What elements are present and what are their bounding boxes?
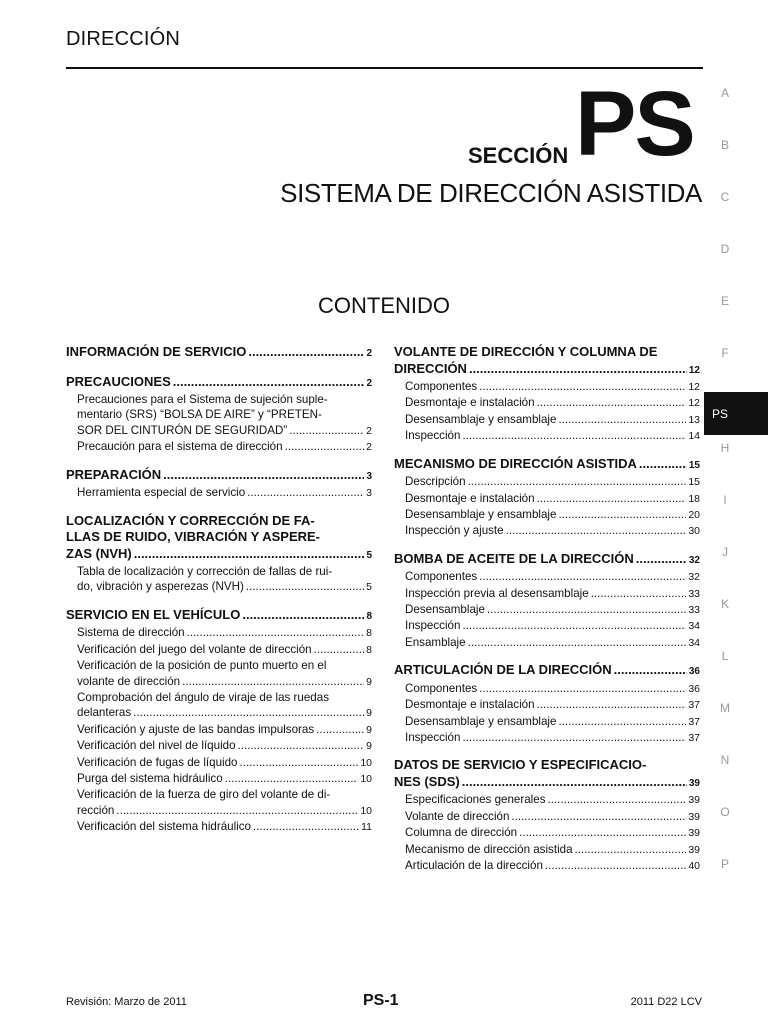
page-number: 15 (688, 476, 700, 489)
toc-item[interactable] (66, 658, 372, 690)
page-number: 13 (688, 413, 700, 426)
toc-item-line (405, 379, 700, 395)
toc-item[interactable] (394, 842, 700, 858)
toc-item[interactable] (394, 697, 700, 713)
page-number: 36 (688, 682, 700, 695)
toc-item-text: Purga del sistema hidráulico (77, 772, 223, 785)
toc-heading-text: DIRECCIÓN (394, 360, 467, 376)
section-index-tabs (704, 80, 768, 903)
toc-item-text: Desensamblaje y ensamblaje (405, 714, 557, 728)
toc-item-line (77, 705, 372, 721)
toc-item[interactable] (394, 714, 700, 730)
toc-item-text: Verificación y ajuste de las bandas impulsoras (77, 722, 315, 736)
leader-dots (462, 730, 686, 745)
toc-item-line (405, 507, 700, 523)
toc-item-text: rección (77, 803, 115, 817)
page-number: 34 (688, 620, 700, 633)
toc-item[interactable] (394, 792, 700, 808)
leader-dots (558, 507, 686, 522)
leader-dots (479, 379, 686, 394)
page-number: 36 (688, 666, 700, 678)
toc-item-text: Componentes (405, 380, 478, 393)
leader-dots (225, 771, 359, 786)
toc-item-text: delanteras (77, 706, 132, 720)
side-tab-i[interactable]: I (723, 493, 727, 507)
toc-item-text: Comprobación del ángulo de viraje de las ruedas (77, 690, 329, 704)
leader-dots (289, 423, 364, 438)
toc-heading[interactable] (66, 374, 372, 393)
page-number: 33 (688, 587, 700, 600)
toc-item-line (405, 730, 700, 746)
leader-dots (163, 467, 364, 484)
section-code: PS (575, 73, 694, 175)
toc-item-line (405, 681, 700, 697)
page-number: 15 (688, 459, 700, 471)
footer-model: 2011 D22 LCV (630, 996, 702, 1008)
toc-section (394, 344, 700, 445)
toc-item-text: Inspección (405, 619, 461, 633)
page-number: 5 (366, 581, 372, 594)
page-number: 2 (366, 348, 372, 359)
leader-dots (479, 681, 686, 696)
page-number: 34 (688, 636, 700, 649)
toc-item[interactable] (394, 523, 700, 539)
toc-item-line (77, 439, 372, 455)
toc-item-line (77, 642, 372, 658)
toc-item-text: Componentes (405, 570, 478, 584)
toc-heading-line (394, 551, 700, 570)
toc-item-line (405, 412, 700, 428)
toc-heading-text: ZAS (NVH) (66, 545, 132, 561)
side-tab-p[interactable]: P (720, 857, 729, 871)
toc-section (394, 757, 700, 874)
page-number: 12 (688, 397, 700, 410)
leader-dots (537, 491, 687, 506)
leader-dots (479, 569, 686, 584)
toc-section (394, 456, 700, 540)
leader-dots (134, 546, 365, 563)
page-number: 5 (366, 549, 372, 561)
side-tab-c[interactable]: C (720, 190, 730, 204)
side-tab-o[interactable]: O (720, 805, 730, 819)
toc-item[interactable] (66, 564, 372, 596)
leader-dots (614, 662, 687, 679)
toc-item-text: Sistema de dirección (77, 626, 185, 640)
toc-section (66, 344, 372, 363)
toc-item-line (405, 697, 700, 713)
toc-item[interactable] (66, 755, 372, 771)
page-number: 39 (688, 810, 700, 823)
page-number: 39 (688, 843, 700, 856)
toc-item-text: Desmontaje e instalación (405, 698, 535, 712)
toc-heading[interactable] (394, 662, 700, 681)
leader-dots (246, 579, 364, 594)
page-number: 37 (688, 732, 700, 744)
page-number: 9 (366, 675, 372, 688)
toc-heading-line (394, 662, 700, 681)
side-tab-k[interactable]: K (720, 597, 729, 611)
toc-heading[interactable] (66, 607, 372, 626)
toc-item-line (405, 858, 700, 874)
toc-heading-text: LLAS DE RUIDO, VIBRACIÓN Y ASPERE- (66, 529, 321, 545)
toc-item-text: Inspección (405, 429, 461, 443)
leader-dots (591, 586, 687, 601)
toc-section (394, 662, 700, 746)
page-number: 39 (688, 777, 700, 789)
page-number: 32 (688, 571, 700, 584)
leader-dots (182, 674, 364, 689)
toc-heading[interactable] (66, 513, 372, 565)
toc-item[interactable] (66, 819, 372, 835)
toc-item-line (405, 792, 700, 808)
section-title: SISTEMA DE DIRECCIÓN ASISTIDA (280, 178, 702, 208)
toc-heading-line (394, 361, 700, 380)
toc-item-line (77, 579, 372, 595)
side-tab-j[interactable]: J (722, 545, 728, 559)
toc-item[interactable] (394, 618, 700, 634)
side-tab-m[interactable]: M (720, 701, 730, 715)
toc-item-text: Verificación del sistema hidráulico (77, 820, 251, 834)
toc-item-line (77, 771, 372, 787)
page-number: 2 (366, 424, 372, 437)
toc-item-line (405, 491, 700, 507)
page-number: 33 (688, 604, 700, 617)
toc-item[interactable] (394, 730, 700, 746)
toc-item-text: Columna de dirección (405, 826, 518, 840)
leader-dots (506, 523, 687, 538)
toc-item-line (405, 618, 700, 634)
toc-left-column (66, 344, 372, 847)
leader-dots (511, 809, 686, 824)
toc-item-line (77, 755, 372, 771)
toc-item-line (405, 714, 700, 730)
toc-heading-text: DATOS DE SERVICIO Y ESPECIFICACIO- (394, 757, 647, 773)
toc-item-text: Especificaciones generales (405, 793, 546, 807)
leader-dots (116, 803, 358, 818)
toc-item-text: volante de dirección (77, 674, 181, 688)
page-number: 12 (688, 364, 700, 376)
toc-item[interactable] (66, 439, 372, 455)
page-number: 11 (361, 821, 372, 834)
toc-heading-line (66, 467, 372, 486)
page-number: 10 (360, 804, 372, 817)
leader-dots (314, 642, 365, 657)
toc-item[interactable] (66, 642, 372, 658)
toc-item-line (405, 825, 700, 841)
toc-item-line (77, 674, 372, 690)
toc-section (66, 513, 372, 596)
leader-dots (238, 738, 365, 753)
toc-item-text: Componentes (405, 681, 478, 695)
toc-item[interactable] (66, 485, 372, 501)
toc-item-text: Verificación de fugas de líquido (77, 755, 238, 769)
page-number: 2 (366, 441, 372, 454)
toc-item[interactable] (66, 787, 372, 819)
toc-item[interactable] (394, 635, 700, 651)
toc-item[interactable] (394, 809, 700, 825)
page-number: 14 (688, 430, 700, 443)
toc-heading-line (394, 774, 700, 793)
toc-heading-text: PRECAUCIONES (66, 373, 171, 389)
toc-item[interactable] (394, 474, 700, 490)
contents-title: CONTENIDO (318, 293, 450, 318)
page-number: 39 (688, 827, 700, 840)
side-tab-d[interactable]: D (720, 242, 730, 256)
toc-heading-text: BOMBA DE ACEITE DE LA DIRECCIÓN (394, 550, 634, 566)
page-number: 8 (366, 627, 372, 640)
toc-item-text: Precaución para el sistema de dirección (77, 440, 283, 454)
leader-dots (519, 825, 686, 840)
leader-dots (469, 361, 687, 378)
page-number: 37 (688, 699, 700, 712)
toc-item[interactable] (394, 858, 700, 874)
toc-item-line (77, 803, 372, 819)
page-number: 3 (366, 470, 372, 482)
toc-heading[interactable] (66, 467, 372, 486)
toc-item-text: Articulación de la dirección (405, 859, 543, 873)
toc-item-line (405, 395, 700, 411)
leader-dots (558, 714, 686, 729)
page-number: 32 (688, 554, 700, 566)
toc-item-text: Verificación de la posición de punto muerto en el (77, 659, 327, 673)
toc-heading-text: MECANISMO DE DIRECCIÓN ASISTIDA (394, 455, 637, 471)
side-tab-l[interactable]: L (721, 649, 729, 663)
toc-heading-text: SERVICIO EN EL VEHÍCULO (66, 606, 241, 622)
toc-item-text: Herramienta especial de servicio (77, 486, 246, 500)
leader-dots (537, 697, 687, 712)
page-number: 9 (366, 723, 372, 736)
leader-dots (548, 792, 687, 807)
page-number: 8 (366, 610, 372, 622)
toc-item[interactable] (394, 428, 700, 444)
side-tab-f[interactable]: F (721, 346, 729, 360)
leader-dots (248, 344, 364, 361)
leader-dots (468, 474, 687, 489)
page-number: 39 (688, 794, 700, 807)
leader-dots (545, 858, 686, 873)
toc-item-text: Desensamblaje y ensamblaje (405, 412, 557, 426)
page-header-title: DIRECCIÓN (66, 28, 181, 50)
toc-heading[interactable] (394, 344, 700, 379)
leader-dots (636, 551, 687, 568)
toc-heading[interactable] (394, 551, 700, 570)
toc-item-line (405, 474, 700, 490)
toc-section (394, 551, 700, 652)
toc-item-text: Verificación de la fuerza de giro del volante de di- (77, 788, 331, 802)
toc-item-line (405, 809, 700, 825)
toc-item-text: do, vibración y asperezas (NVH) (77, 580, 244, 594)
toc-item-line (77, 819, 372, 835)
side-tab-a[interactable]: A (720, 86, 729, 100)
toc-heading-line (66, 546, 372, 565)
leader-dots (247, 485, 364, 500)
toc-item-line (77, 738, 372, 754)
toc-item-text: Verificación del nivel de líquido (77, 739, 236, 753)
side-tab-n[interactable]: N (720, 753, 730, 767)
toc-item-text: Inspección (405, 731, 461, 744)
toc-heading[interactable] (66, 344, 372, 363)
toc-item[interactable] (66, 771, 372, 787)
leader-dots (173, 374, 365, 391)
leader-dots (462, 428, 686, 443)
toc-item[interactable] (394, 681, 700, 697)
toc-heading-line (394, 456, 700, 475)
toc-item-line (77, 485, 372, 501)
page-number: 10 (360, 773, 372, 785)
page-number: 8 (366, 643, 372, 656)
toc-item-line (77, 722, 372, 738)
toc-item-text: Ensamblaje (405, 635, 466, 649)
page-number: 10 (360, 756, 372, 769)
side-tab-ps[interactable]: PS (704, 392, 768, 435)
page-number: 9 (366, 740, 372, 753)
leader-dots (133, 705, 364, 720)
header-rule (66, 67, 703, 69)
page-number: 40 (688, 860, 700, 873)
page-number: 18 (688, 492, 700, 505)
toc-item[interactable] (394, 379, 700, 395)
leader-dots (639, 456, 687, 473)
toc-item-text: Volante de dirección (405, 809, 510, 823)
toc-heading-line (66, 607, 372, 626)
toc-right-column (394, 344, 700, 885)
leader-dots (240, 755, 359, 770)
toc-item-line (77, 423, 372, 439)
leader-dots (316, 722, 364, 737)
toc-item-text: Inspección y ajuste (405, 524, 504, 538)
leader-dots (537, 395, 687, 410)
toc-item[interactable] (394, 412, 700, 428)
footer-page-number: PS-1 (363, 992, 399, 1009)
page-number: 20 (688, 508, 700, 521)
page-number: 30 (688, 525, 700, 538)
toc-item-text: mentario (SRS) “BOLSA DE AIRE” y “PRETEN- (77, 408, 322, 422)
toc-item-text: SOR DEL CINTURÓN DE SEGURIDAD” (77, 423, 288, 437)
toc-item[interactable] (394, 825, 700, 841)
toc-item-text: Precauciones para el Sistema de sujeción suple- (77, 393, 328, 406)
side-tab-b[interactable]: B (720, 138, 729, 152)
leader-dots (242, 607, 364, 624)
page-number: 2 (366, 377, 372, 389)
toc-item-text: Inspección previa al desensamblaje (405, 586, 589, 600)
toc-item-line (405, 842, 700, 858)
toc-item-text: Verificación del juego del volante de dirección (77, 642, 312, 656)
toc-heading-text: VOLANTE DE DIRECCIÓN Y COLUMNA DE (394, 344, 658, 359)
section-label: SECCIÓN (468, 143, 569, 168)
page-number: 3 (366, 487, 372, 500)
toc-item[interactable] (66, 690, 372, 722)
toc-item-text: Tabla de localización y corrección de fallas de rui- (77, 565, 333, 579)
page-number: 12 (688, 381, 700, 393)
footer-revision: Revisión: Marzo de 2011 (66, 996, 187, 1008)
toc-item[interactable] (394, 569, 700, 585)
toc-item[interactable] (394, 491, 700, 507)
toc-heading-text: NES (SDS) (394, 773, 460, 789)
leader-dots (575, 842, 687, 857)
toc-heading-text: ARTICULACIÓN DE LA DIRECCIÓN (394, 662, 612, 678)
toc-heading-text: LOCALIZACIÓN Y CORRECCIÓN DE FA- (66, 512, 315, 528)
leader-dots (462, 774, 687, 791)
toc-item-line (405, 569, 700, 585)
toc-item-text: Desmontaje e instalación (405, 491, 535, 505)
toc-item[interactable] (394, 586, 700, 602)
side-tab-h[interactable]: H (720, 441, 730, 455)
leader-dots (253, 819, 359, 834)
toc-section (66, 374, 372, 456)
toc-item[interactable] (66, 738, 372, 754)
page-number: 37 (688, 715, 700, 728)
toc-item-text: Desensamblaje (405, 603, 485, 617)
toc-item-line (405, 635, 700, 651)
leader-dots (468, 635, 687, 650)
toc-item-text: Desensamblaje y ensamblaje (405, 507, 557, 521)
toc-item-line (405, 523, 700, 539)
page-number: 9 (366, 707, 372, 720)
toc-item[interactable] (394, 395, 700, 411)
toc-heading[interactable] (394, 757, 700, 792)
toc-item-text: Descripción (405, 475, 466, 489)
toc-heading-text: PREPARACIÓN (66, 466, 162, 482)
side-tab-e[interactable]: E (720, 294, 729, 308)
leader-dots (558, 412, 686, 427)
toc-item-line (405, 586, 700, 602)
leader-dots (487, 602, 686, 617)
leader-dots (462, 618, 686, 633)
toc-item-line (405, 428, 700, 444)
toc-section (66, 607, 372, 836)
toc-heading[interactable] (394, 456, 700, 475)
toc-heading-line (66, 374, 372, 393)
toc-item-text: Mecanismo de dirección asistida (405, 842, 573, 856)
toc-item-line (77, 625, 372, 641)
toc-item[interactable] (66, 625, 372, 641)
leader-dots (187, 625, 365, 640)
toc-item[interactable] (394, 602, 700, 618)
toc-heading-text: INFORMACIÓN DE SERVICIO (66, 344, 247, 359)
toc-heading-line (66, 344, 372, 363)
toc-item[interactable] (66, 722, 372, 738)
leader-dots (285, 439, 365, 454)
toc-item-line (405, 602, 700, 618)
toc-item[interactable] (66, 392, 372, 439)
toc-item-text: Desmontaje e instalación (405, 396, 535, 410)
toc-section (66, 467, 372, 502)
toc-item[interactable] (394, 507, 700, 523)
